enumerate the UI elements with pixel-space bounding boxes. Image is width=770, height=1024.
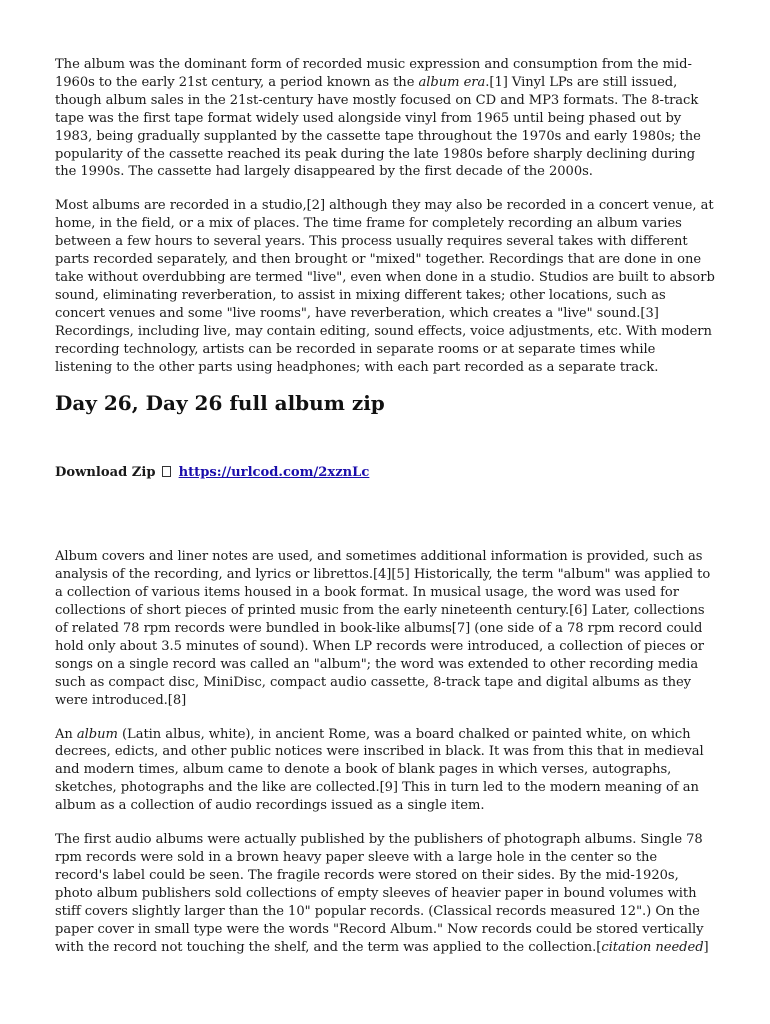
paragraph xyxy=(55,548,715,709)
missing-glyph-icon xyxy=(162,466,171,477)
download-link[interactable]: https://urlcod.com/2xznLc xyxy=(178,465,370,481)
italic-run: album xyxy=(76,726,118,742)
text-run: Most albums are recorded in a studio,[2] although they may also be recorded in a concert venue, at home, in the field, or a mix of places. The time frame for completely recording an album varies between a few hours to several years. This process usually requires several takes with different parts recorded separately, and then brought or "mixed" together. Recordings that are done in one take without overdubbing are termed "live", even when done in a studio. Studios are built to absorb sound, eliminating reverberation, to assist in mixing different takes; other locations, such as concert venues and some "live rooms", have reverberation, which creates a "live" sound.[3] Recordings, including live, may contain editing, sound effects, voice adjustments, etc. With modern recording technology, artists can be recorded in separate rooms or at separate times while listening to the other parts using headphones; with each part recorded as a separate track. xyxy=(55,198,715,375)
text-run: (Latin albus, white), in ancient Rome, was a board chalked or painted white, on which decrees, edicts, and other public notices were inscribed in black. It was from this that in medieval and modern times, album came to denote a book of blank pages in which verses, autographs, sketches, photographs and the like are collected.[9] This in turn led to the modern meaning of an album as a collection of audio recordings issued as a single item. xyxy=(55,726,704,814)
details-section xyxy=(55,548,715,956)
paragraph xyxy=(55,197,715,376)
paragraph xyxy=(55,56,715,181)
text-run: Album covers and liner notes are used, and sometimes additional information is provided, such as analysis of the recording, and lyrics or librettos.[4][5] Historically, the term "album" was applied to a collection of various items housed in a book format. In musical usage, the word was used for collections of short pieces of printed music from the early nineteenth century.[6] Later, collections of related 78 rpm records were bundled in book-like albums[7] (one side of a 78 rpm record could hold only about 3.5 minutes of sound). When LP records were introduced, a collection of pieces or songs on a single record was called an "album"; the word was extended to other recording media such as compact disc, MiniDisc, compact audio cassette, 8-track tape and digital albums as they were introduced.[8] xyxy=(55,549,711,708)
download-label: Download Zip xyxy=(55,465,156,481)
article xyxy=(55,56,715,956)
text-run: The album was the dominant form of recorded music expression and consumption from the mid-1960s to the early 21st century, a period known as the xyxy=(55,57,692,90)
italic-run: citation needed xyxy=(601,939,704,955)
paragraph xyxy=(55,726,715,816)
page-heading: Day 26, Day 26 full album zip xyxy=(55,391,385,416)
text-run: .[1] Vinyl LPs are still issued, though album sales in the 21st-century have mostly focused on CD and MP3 formats. The 8-track tape was the first tape format widely used alongside vinyl from 1965 until being phased out by 1983, being gradually supplanted by the cassette tape throughout the 1970s and early 1980s; the popularity of the cassette reached its peak during the late 1980s before sharply declining during the 1990s. The cassette had largely disappeared by the first decade of the 2000s. xyxy=(55,74,701,180)
text-run: The first audio albums were actually published by the publishers of photograph albums. Single 78 rpm records were sold in a brown heavy paper sleeve with a large hole in the center so the record's label could be seen. The fragile records were stored on their sides. By the mid-1920s, photo album publishers sold collections of empty sleeves of heavier paper in bound volumes with stiff covers slightly larger than the 10" popular records. (Classical records measured 12".) On the paper cover in small type were the words "Record Album." Now records could be stored vertically with the record not touching the shelf, and the term was applied to the collection.[ xyxy=(55,832,704,955)
paragraph xyxy=(55,831,715,956)
text-run: An xyxy=(55,726,77,742)
download-line xyxy=(55,464,715,482)
text-run: ] xyxy=(703,939,709,955)
italic-run: album era xyxy=(418,74,486,90)
intro-section xyxy=(55,56,715,376)
